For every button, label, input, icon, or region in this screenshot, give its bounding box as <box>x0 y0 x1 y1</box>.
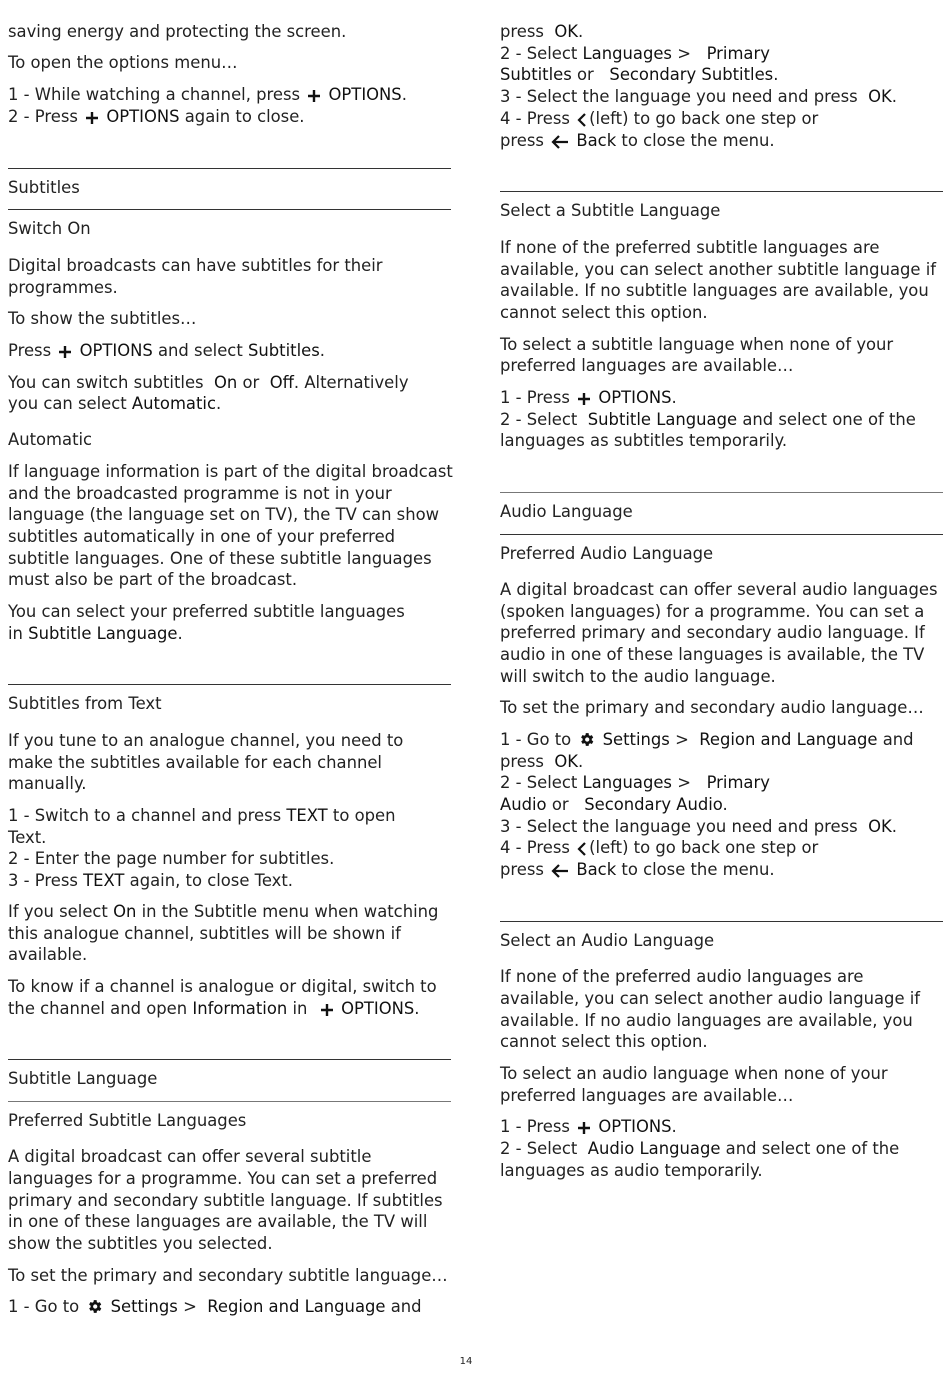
step-text: and <box>390 1297 422 1316</box>
option-off: Off <box>269 373 294 392</box>
step-text: 2 - Select <box>500 44 578 63</box>
step-2 <box>500 772 770 794</box>
section-divider <box>500 534 943 535</box>
step-text: 1 - Go to <box>8 1297 80 1316</box>
step-text: and select one of the <box>742 410 916 429</box>
menu-item-primary: Primary <box>706 773 770 792</box>
options-key: OPTIONS <box>79 341 153 360</box>
step-text: 1 - Switch to a channel and press <box>8 806 282 825</box>
menu-item-subtitles: Subtitles <box>500 65 572 84</box>
paragraph-line: manually. <box>8 774 87 793</box>
text-key: TEXT <box>83 871 125 890</box>
menu-item-languages: Languages <box>582 44 672 63</box>
separator: > <box>677 44 691 63</box>
menu-item-subtitle-language: Subtitle Language <box>587 410 738 429</box>
step-text: 4 - Press <box>500 109 570 128</box>
section-heading: Subtitles from Text <box>8 694 162 713</box>
menu-item-languages: Languages <box>582 773 672 792</box>
step-1: 1 - Press OPTIONS. <box>500 1116 677 1141</box>
text: or <box>577 65 594 84</box>
text: in the Subtitle menu when watching <box>141 902 439 921</box>
text: or <box>551 795 569 814</box>
step-text: Audio or Secondary Audio. <box>500 795 728 814</box>
paragraph-line: A digital broadcast can offer several audio languages <box>500 580 938 599</box>
separator: > <box>675 730 689 749</box>
step-text: (left) to go back one step or <box>589 838 819 857</box>
section-heading: Audio Language <box>500 502 633 521</box>
step-text: again to close. <box>184 107 305 126</box>
sub-heading: Preferred Subtitle Languages <box>8 1111 247 1130</box>
menu-item-region-language: Region and Language <box>207 1297 386 1316</box>
step-1: 1 - While watching a channel, press OPTIONS. <box>8 84 407 109</box>
text: you can select <box>8 394 127 413</box>
back-arrow-icon <box>551 133 569 155</box>
paragraph-line: must also be part of the broadcast. <box>8 570 298 589</box>
paragraph-line: available, you can select another audio language if <box>500 989 921 1008</box>
sub-heading: Switch On <box>8 219 91 238</box>
step-2 <box>500 409 916 431</box>
text: or <box>242 373 260 392</box>
menu-item-information: Information <box>192 999 288 1018</box>
step-text: 2 - Press <box>8 107 78 126</box>
section-divider <box>500 492 943 493</box>
step-2 <box>500 43 770 65</box>
step-3: 3 - Select the language you need and press OK. <box>500 817 897 836</box>
step-1 <box>8 805 396 827</box>
section-divider <box>8 684 451 685</box>
option-on: On <box>113 902 137 921</box>
option-on: On <box>214 373 238 392</box>
paragraph-line: If none of the preferred subtitle languages are <box>500 238 880 257</box>
step-text: 2 - Select <box>500 410 578 429</box>
ok-key: OK <box>554 22 579 41</box>
step-text: languages as subtitles temporarily. <box>500 431 788 450</box>
sub-heading: Automatic <box>8 430 93 449</box>
paragraph-line: To know if a channel is analogue or digital, switch to <box>8 977 437 996</box>
step-2: 2 - Enter the page number for subtitles. <box>8 849 335 868</box>
paragraph-line: To select an audio language when none of your <box>500 1064 888 1083</box>
section-heading: Subtitles <box>8 178 80 197</box>
paragraph-line: cannot select this option. <box>500 1032 708 1051</box>
separator: > <box>183 1297 197 1316</box>
back-arrow-icon <box>551 862 569 884</box>
text: the channel and open <box>8 999 188 1018</box>
paragraph-line: (spoken languages) for a programme. You can set a <box>500 602 925 621</box>
paragraph-line: available, you can select another subtitle language if <box>500 260 937 279</box>
paragraph-line: If language information is part of the digital broadcast <box>8 462 453 481</box>
step-text: 3 - Press <box>8 871 78 890</box>
step-3 <box>8 870 293 892</box>
paragraph-line: and the broadcasted programme is not in your <box>8 484 392 503</box>
paragraph-line: available. If no subtitle languages are available, you <box>500 281 929 300</box>
paragraph-line: preferred languages are available… <box>500 356 794 375</box>
plus-icon <box>58 343 72 365</box>
text: press <box>500 131 544 150</box>
paragraph-line: show the subtitles you selected. <box>8 1234 273 1253</box>
plus-icon <box>320 1001 334 1023</box>
paragraph-line: the channel and open Information in OPTIONS. <box>8 998 419 1023</box>
paragraph-line: programmes. <box>8 278 118 297</box>
gear-icon <box>86 1298 103 1321</box>
text: in <box>292 999 308 1018</box>
step-text: 2 - Select <box>500 1139 578 1158</box>
text: press <box>500 752 544 771</box>
menu-item-region-language: Region and Language <box>699 730 878 749</box>
step-text: again, to close Text. <box>129 871 293 890</box>
paragraph-line: subtitle languages. One of these subtitle languages <box>8 549 432 568</box>
text: press <box>500 860 544 879</box>
separator: > <box>677 773 691 792</box>
step-text <box>500 130 775 155</box>
options-key: OPTIONS <box>598 1117 672 1136</box>
paragraph: saving energy and protecting the screen. <box>8 22 347 41</box>
paragraph-line: preferred languages are available… <box>500 1086 794 1105</box>
step-text: 3 - Select the language you need and press <box>500 817 858 836</box>
step-text: 2 - Select <box>500 773 578 792</box>
step-2 <box>500 1138 899 1160</box>
section-divider <box>8 1101 451 1102</box>
text: and select <box>158 341 243 360</box>
menu-item-settings: Settings <box>602 730 670 749</box>
section-divider <box>500 191 943 192</box>
paragraph-line: you can select Automatic. <box>8 394 222 413</box>
options-key: OPTIONS <box>598 388 672 407</box>
back-key: Back <box>576 131 617 150</box>
paragraph-line: in one of these languages are available, the TV will <box>8 1212 428 1231</box>
paragraph-line: language (the language set on TV), the TV can show <box>8 505 440 524</box>
menu-item-audio-language: Audio Language <box>587 1139 721 1158</box>
menu-item-secondary-audio: Secondary Audio <box>584 795 723 814</box>
step-2 <box>8 106 305 131</box>
menu-item-subtitles: Subtitles <box>247 341 320 360</box>
step-text: 1 - Press <box>500 388 570 407</box>
paragraph-line: To select a subtitle language when none of your <box>500 335 894 354</box>
paragraph-line: languages for a programme. You can set a preferred <box>8 1169 438 1188</box>
options-key: OPTIONS <box>341 999 415 1018</box>
paragraph-line: this analogue channel, subtitles will be shown if <box>8 924 401 943</box>
menu-item-subtitle-language: Subtitle Language <box>28 624 178 643</box>
page-number: 14 <box>459 1356 473 1367</box>
menu-item-audio: Audio <box>500 795 547 814</box>
menu-item-secondary-subtitles: Secondary Subtitles <box>609 65 774 84</box>
text: in <box>8 624 23 643</box>
step-text: to close the menu. <box>621 131 775 150</box>
paragraph-line: make the subtitles available for each channel <box>8 753 382 772</box>
paragraph-line <box>8 901 438 923</box>
step-text: 4 - Press <box>500 838 570 857</box>
step-text: 3 - Select the language you need and press <box>500 87 858 106</box>
paragraph-line: A digital broadcast can offer several subtitle <box>8 1147 372 1166</box>
section-divider <box>8 209 451 210</box>
step-text: to open <box>332 806 396 825</box>
plus-icon <box>85 109 99 131</box>
step-1 <box>8 1296 422 1321</box>
paragraph: To open the options menu… <box>8 53 238 72</box>
text: You can switch subtitles <box>8 373 204 392</box>
step-text: press OK. <box>500 22 584 41</box>
text: If you select <box>8 902 108 921</box>
paragraph-line: preferred primary and secondary audio language. If <box>500 623 925 642</box>
step-text: 1 - Go to <box>500 730 572 749</box>
text-key: TEXT <box>286 806 328 825</box>
back-key: Back <box>576 860 617 879</box>
paragraph: To set the primary and secondary audio language… <box>500 698 924 717</box>
step-3: 3 - Select the language you need and press OK. <box>500 87 897 106</box>
paragraph-line: Digital broadcasts can have subtitles for their <box>8 256 383 275</box>
ok-key: OK <box>554 752 579 771</box>
paragraph-line: will switch to the audio language. <box>500 667 776 686</box>
instruction: Press OPTIONS and select Subtitles. <box>8 340 325 365</box>
ok-key: OK <box>868 817 892 836</box>
paragraph-line: cannot select this option. <box>500 303 708 322</box>
step-text <box>500 859 775 884</box>
paragraph: To show the subtitles… <box>8 309 197 328</box>
paragraph-line <box>8 372 409 394</box>
step-text: and select one of the <box>725 1139 900 1158</box>
paragraph: To set the primary and secondary subtitle language… <box>8 1266 448 1285</box>
option-automatic: Automatic <box>131 394 216 413</box>
sub-heading: Preferred Audio Language <box>500 544 714 563</box>
text: Press <box>8 341 52 360</box>
menu-item-settings: Settings <box>110 1297 178 1316</box>
text: . Alternatively <box>293 373 409 392</box>
paragraph-line: in Subtitle Language. <box>8 624 183 643</box>
step-text: press OK. <box>500 752 584 771</box>
step-text: and <box>882 730 914 749</box>
step-text: languages as audio temporarily. <box>500 1161 763 1180</box>
section-divider <box>500 921 943 922</box>
text: press <box>500 22 544 41</box>
section-divider <box>8 1059 451 1060</box>
options-key: OPTIONS <box>328 85 402 104</box>
ok-key: OK <box>868 87 892 106</box>
step-text: 1 - While watching a channel, press <box>8 85 301 104</box>
section-heading: Select a Subtitle Language <box>500 201 721 220</box>
section-divider <box>8 168 451 169</box>
paragraph-line: primary and secondary subtitle language. If subtitles <box>8 1191 443 1210</box>
section-heading: Subtitle Language <box>8 1069 158 1088</box>
paragraph-line: You can select your preferred subtitle languages <box>8 602 405 621</box>
section-heading: Select an Audio Language <box>500 931 715 950</box>
menu-item-primary: Primary <box>706 44 770 63</box>
paragraph-line: available. If no audio languages are available, you <box>500 1011 913 1030</box>
plus-icon <box>307 87 321 109</box>
options-key: OPTIONS <box>106 107 180 126</box>
paragraph-line: audio in one of these languages is available, the TV <box>500 645 925 664</box>
paragraph-line: If none of the preferred audio languages are <box>500 967 864 986</box>
step-1: 1 - Press OPTIONS. <box>500 387 677 412</box>
step-text: Text. <box>8 828 47 847</box>
step-text: (left) to go back one step or <box>589 109 819 128</box>
step-text: 1 - Press <box>500 1117 570 1136</box>
step-text: Subtitles or Secondary Subtitles. <box>500 65 779 84</box>
paragraph-line: subtitles automatically in one of your preferred <box>8 527 396 546</box>
step-text: to close the menu. <box>621 860 775 879</box>
paragraph-line: available. <box>8 945 88 964</box>
paragraph-line: If you tune to an analogue channel, you need to <box>8 731 404 750</box>
